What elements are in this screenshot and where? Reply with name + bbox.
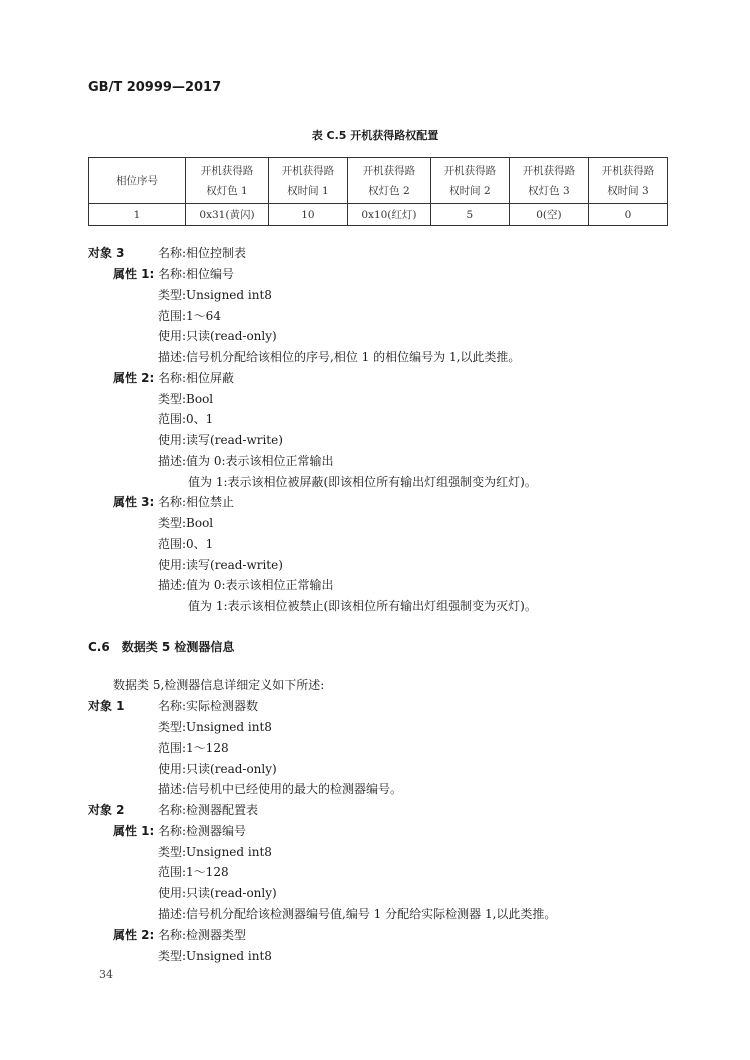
text-line: 类型:Unsigned int8 bbox=[158, 288, 272, 302]
text-line: 使用:读写(read-write) bbox=[158, 558, 283, 572]
text-line: 范围:1～128 bbox=[158, 865, 229, 879]
text-line: 描述:值为 0:表示该相位正常输出 bbox=[158, 578, 334, 592]
text-line: 类型:Unsigned int8 bbox=[158, 949, 272, 963]
table-cell: 1 bbox=[89, 204, 186, 226]
table-header-cell: 开机获得路 权时间 3 bbox=[588, 158, 667, 204]
text-line: 类型:Bool bbox=[158, 392, 214, 406]
attribute-label: 属性 1: bbox=[113, 267, 155, 281]
table-header-cell: 开机获得路 权灯色 2 bbox=[347, 158, 430, 204]
table-cell: 10 bbox=[268, 204, 347, 226]
standard-header: GB/T 20999—2017 bbox=[88, 80, 222, 95]
text-line: 名称:相位禁止 bbox=[158, 495, 235, 509]
page-number: 34 bbox=[99, 968, 113, 981]
table-cell: 0x31(黄闪) bbox=[186, 204, 269, 226]
text-line: 描述:信号机中已经使用的最大的检测器编号。 bbox=[158, 782, 403, 796]
attribute-label: 属性 2: bbox=[113, 928, 155, 942]
text-line: 名称:检测器配置表 bbox=[158, 803, 259, 817]
section-title: 数据类 5 检测器信息 bbox=[121, 640, 235, 654]
text-line: 使用:只读(read-only) bbox=[158, 762, 277, 776]
text-line: 值为 1:表示该相位被屏蔽(即该相位所有输出灯组强制变为红灯)。 bbox=[188, 475, 537, 489]
text-line: 类型:Unsigned int8 bbox=[158, 845, 272, 859]
text-line: 名称:检测器编号 bbox=[158, 824, 247, 838]
text-line: 类型:Bool bbox=[158, 516, 214, 530]
text-line: 值为 1:表示该相位被禁止(即该相位所有输出灯组强制变为灭灯)。 bbox=[188, 599, 537, 613]
table-header-cell: 开机获得路 权灯色 3 bbox=[509, 158, 588, 204]
text-line: 名称:相位编号 bbox=[158, 267, 235, 281]
table-header-cell: 开机获得路 权时间 2 bbox=[430, 158, 509, 204]
text-line: 名称:实际检测器数 bbox=[158, 699, 259, 713]
section-number: C.6 bbox=[88, 640, 110, 654]
text-line: 使用:读写(read-write) bbox=[158, 433, 283, 447]
table-cell: 0(空) bbox=[509, 204, 588, 226]
table-header-row bbox=[89, 158, 668, 204]
attribute-label: 属性 3: bbox=[113, 495, 155, 509]
intro-paragraph: 数据类 5,检测器信息详细定义如下所述: bbox=[113, 678, 325, 692]
text-line: 范围:1～128 bbox=[158, 741, 229, 755]
text-line: 描述:值为 0:表示该相位正常输出 bbox=[158, 454, 334, 468]
text-line: 使用:只读(read-only) bbox=[158, 329, 277, 343]
table-header-cell: 相位序号 bbox=[89, 158, 186, 204]
text-line: 名称:相位屏蔽 bbox=[158, 371, 235, 385]
text-line: 类型:Unsigned int8 bbox=[158, 720, 272, 734]
table-row bbox=[89, 204, 668, 226]
text-line: 描述:信号机分配给该检测器编号值,编号 1 分配给实际检测器 1,以此类推。 bbox=[158, 907, 557, 921]
table-cell: 0 bbox=[588, 204, 667, 226]
text-line: 范围:0、1 bbox=[158, 412, 214, 426]
object-label: 对象 3 bbox=[88, 246, 125, 260]
table-cell: 5 bbox=[430, 204, 509, 226]
text-line: 使用:只读(read-only) bbox=[158, 886, 277, 900]
table-cell: 0x10(红灯) bbox=[347, 204, 430, 226]
attribute-label: 属性 1: bbox=[113, 824, 155, 838]
text-line: 范围:0、1 bbox=[158, 537, 214, 551]
attribute-label: 属性 2: bbox=[113, 371, 155, 385]
table-header-cell: 开机获得路 权灯色 1 bbox=[186, 158, 269, 204]
table-caption: 表 C.5 开机获得路权配置 bbox=[311, 129, 439, 142]
power-on-table bbox=[88, 157, 668, 226]
text-line: 名称:相位控制表 bbox=[158, 246, 247, 260]
text-line: 名称:检测器类型 bbox=[158, 928, 247, 942]
text-line: 范围:1～64 bbox=[158, 309, 221, 323]
object-label: 对象 1 bbox=[88, 699, 125, 713]
text-line: 描述:信号机分配给该相位的序号,相位 1 的相位编号为 1,以此类推。 bbox=[158, 350, 521, 364]
table-header-cell: 开机获得路 权时间 1 bbox=[268, 158, 347, 204]
section-heading bbox=[88, 638, 234, 655]
object-label: 对象 2 bbox=[88, 803, 125, 817]
